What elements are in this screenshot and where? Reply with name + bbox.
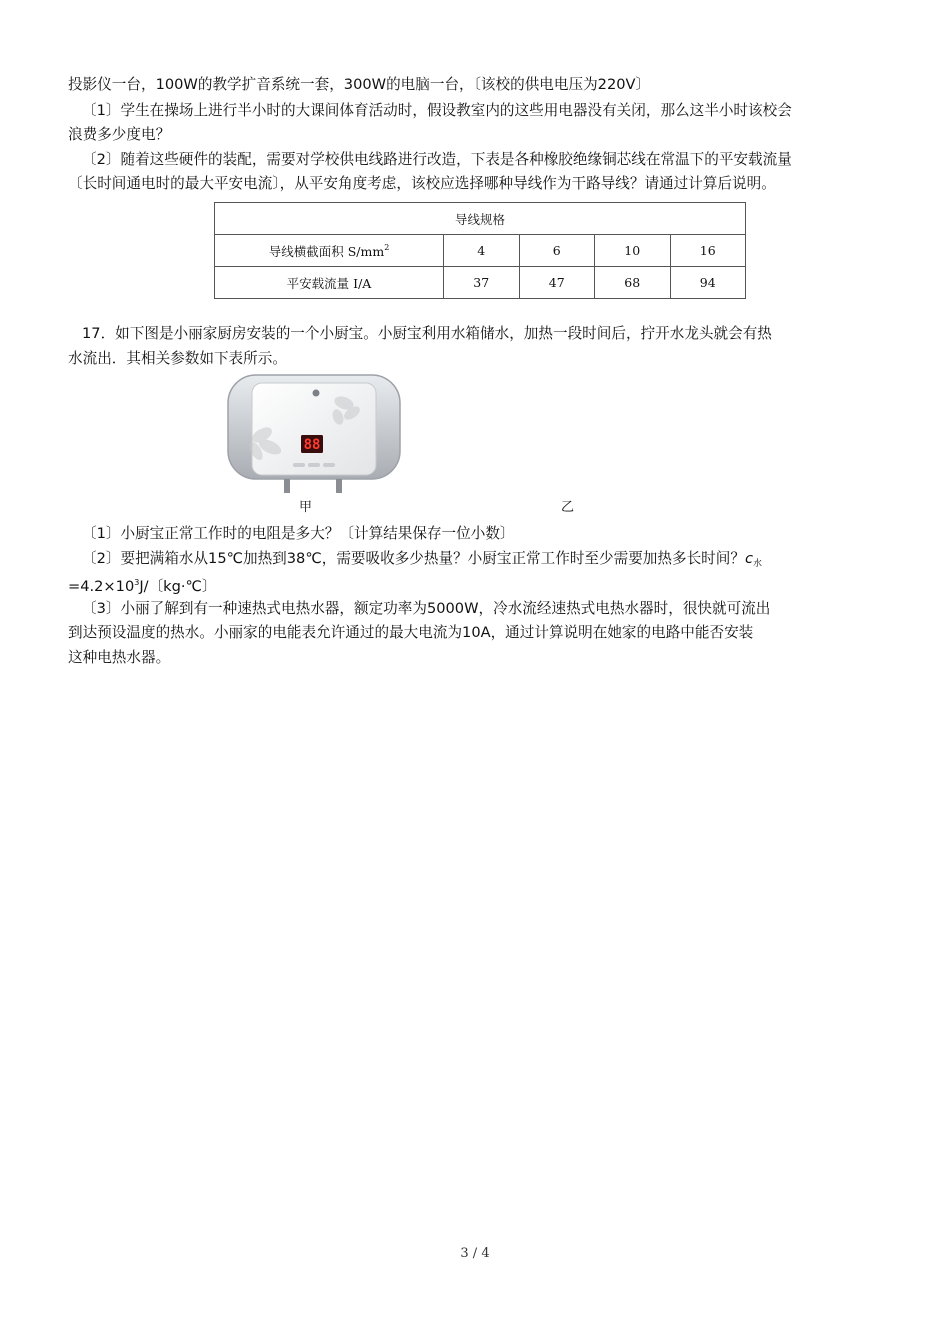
water-heater-image xyxy=(226,373,402,493)
q17-part-2-line-1: 〔2〕要把满箱水从15℃加热到38℃，需要吸收多少热量？小厨宝正常工作时至少需要加热多长时间？$c_水$ xyxy=(82,550,763,569)
table-cell: 37 xyxy=(444,267,520,299)
q17-part-2-line-2: $=4.2\times 10^3J/$〔kg·℃〕 xyxy=(68,578,217,595)
table-row xyxy=(215,235,746,267)
page-number: 3 / 4 xyxy=(460,1246,490,1261)
row-label-current: 平安载流量 I/A xyxy=(215,267,444,299)
control-button xyxy=(308,463,320,467)
q17-intro-line-2: 水流出．其相关参数如下表所示。 xyxy=(68,350,287,367)
text-line-2: 〔1〕学生在操场上进行半小时的大课间体育活动时，假设教室内的这些用电器没有关闭，那么这半小时该校会 xyxy=(82,102,792,119)
table-cell: 4 xyxy=(444,235,520,267)
q17-part-3-line-2: 到达预设温度的热水。小丽家的电能表允许通过的最大电流为10A，通过计算说明在她家的电路中能否安装 xyxy=(68,624,754,641)
table-cell: 10 xyxy=(595,235,671,267)
table-cell: 68 xyxy=(595,267,671,299)
q17-part-1: 〔1〕小厨宝正常工作时的电阻是多大？〔计算结果保存一位小数〕 xyxy=(82,525,515,542)
table-cell: 94 xyxy=(670,267,746,299)
water-pipe-right xyxy=(336,479,342,493)
figure-caption-yi: 乙 xyxy=(561,500,575,515)
text-line-3: 浪费多少度电？ xyxy=(68,126,171,143)
table-row xyxy=(215,203,746,235)
table-cell: 47 xyxy=(519,267,595,299)
figure-caption-jia: 甲 xyxy=(299,500,313,515)
table-cell: 16 xyxy=(670,235,746,267)
wire-spec-table xyxy=(214,202,746,299)
table-cell: 6 xyxy=(519,235,595,267)
table-title: 导线规格 xyxy=(215,203,746,235)
water-pipe-left xyxy=(284,479,290,493)
text-line-1: 投影仪一台，100W的教学扩音系统一套，300W的电脑一台，〔该校的供电电压为220V〕 xyxy=(68,76,651,93)
control-button xyxy=(323,463,335,467)
row-label-area: 导线横截面积 $S/mm^2$ xyxy=(215,235,444,267)
q17-part-3-line-1: 〔3〕小丽了解到有一种速热式电热水器，额定功率为5000W，冷水流经速热式电热水器时，很快就可流出 xyxy=(82,600,771,617)
text-line-5: 〔长时间通电时的最大平安电流〕，从平安角度考虑，该校应选择哪种导线作为干路导线？请通过计算后说明。 xyxy=(68,175,776,192)
text-line-4: 〔2〕随着这些硬件的装配，需要对学校供电线路进行改造，下表是各种橡胶绝缘铜芯线在常温下的平安载流量 xyxy=(82,151,792,168)
brand-logo-icon xyxy=(313,390,320,397)
q17-intro-line-1: 17．如下图是小丽家厨房安装的一个小厨宝。小厨宝利用水箱储水，加热一段时间后，拧开水龙头就会有热 xyxy=(82,325,772,342)
table-row xyxy=(215,267,746,299)
led-display-digits: 88 xyxy=(303,437,321,453)
q17-part-3-line-3: 这种电热水器。 xyxy=(68,649,171,666)
control-button xyxy=(293,463,305,467)
